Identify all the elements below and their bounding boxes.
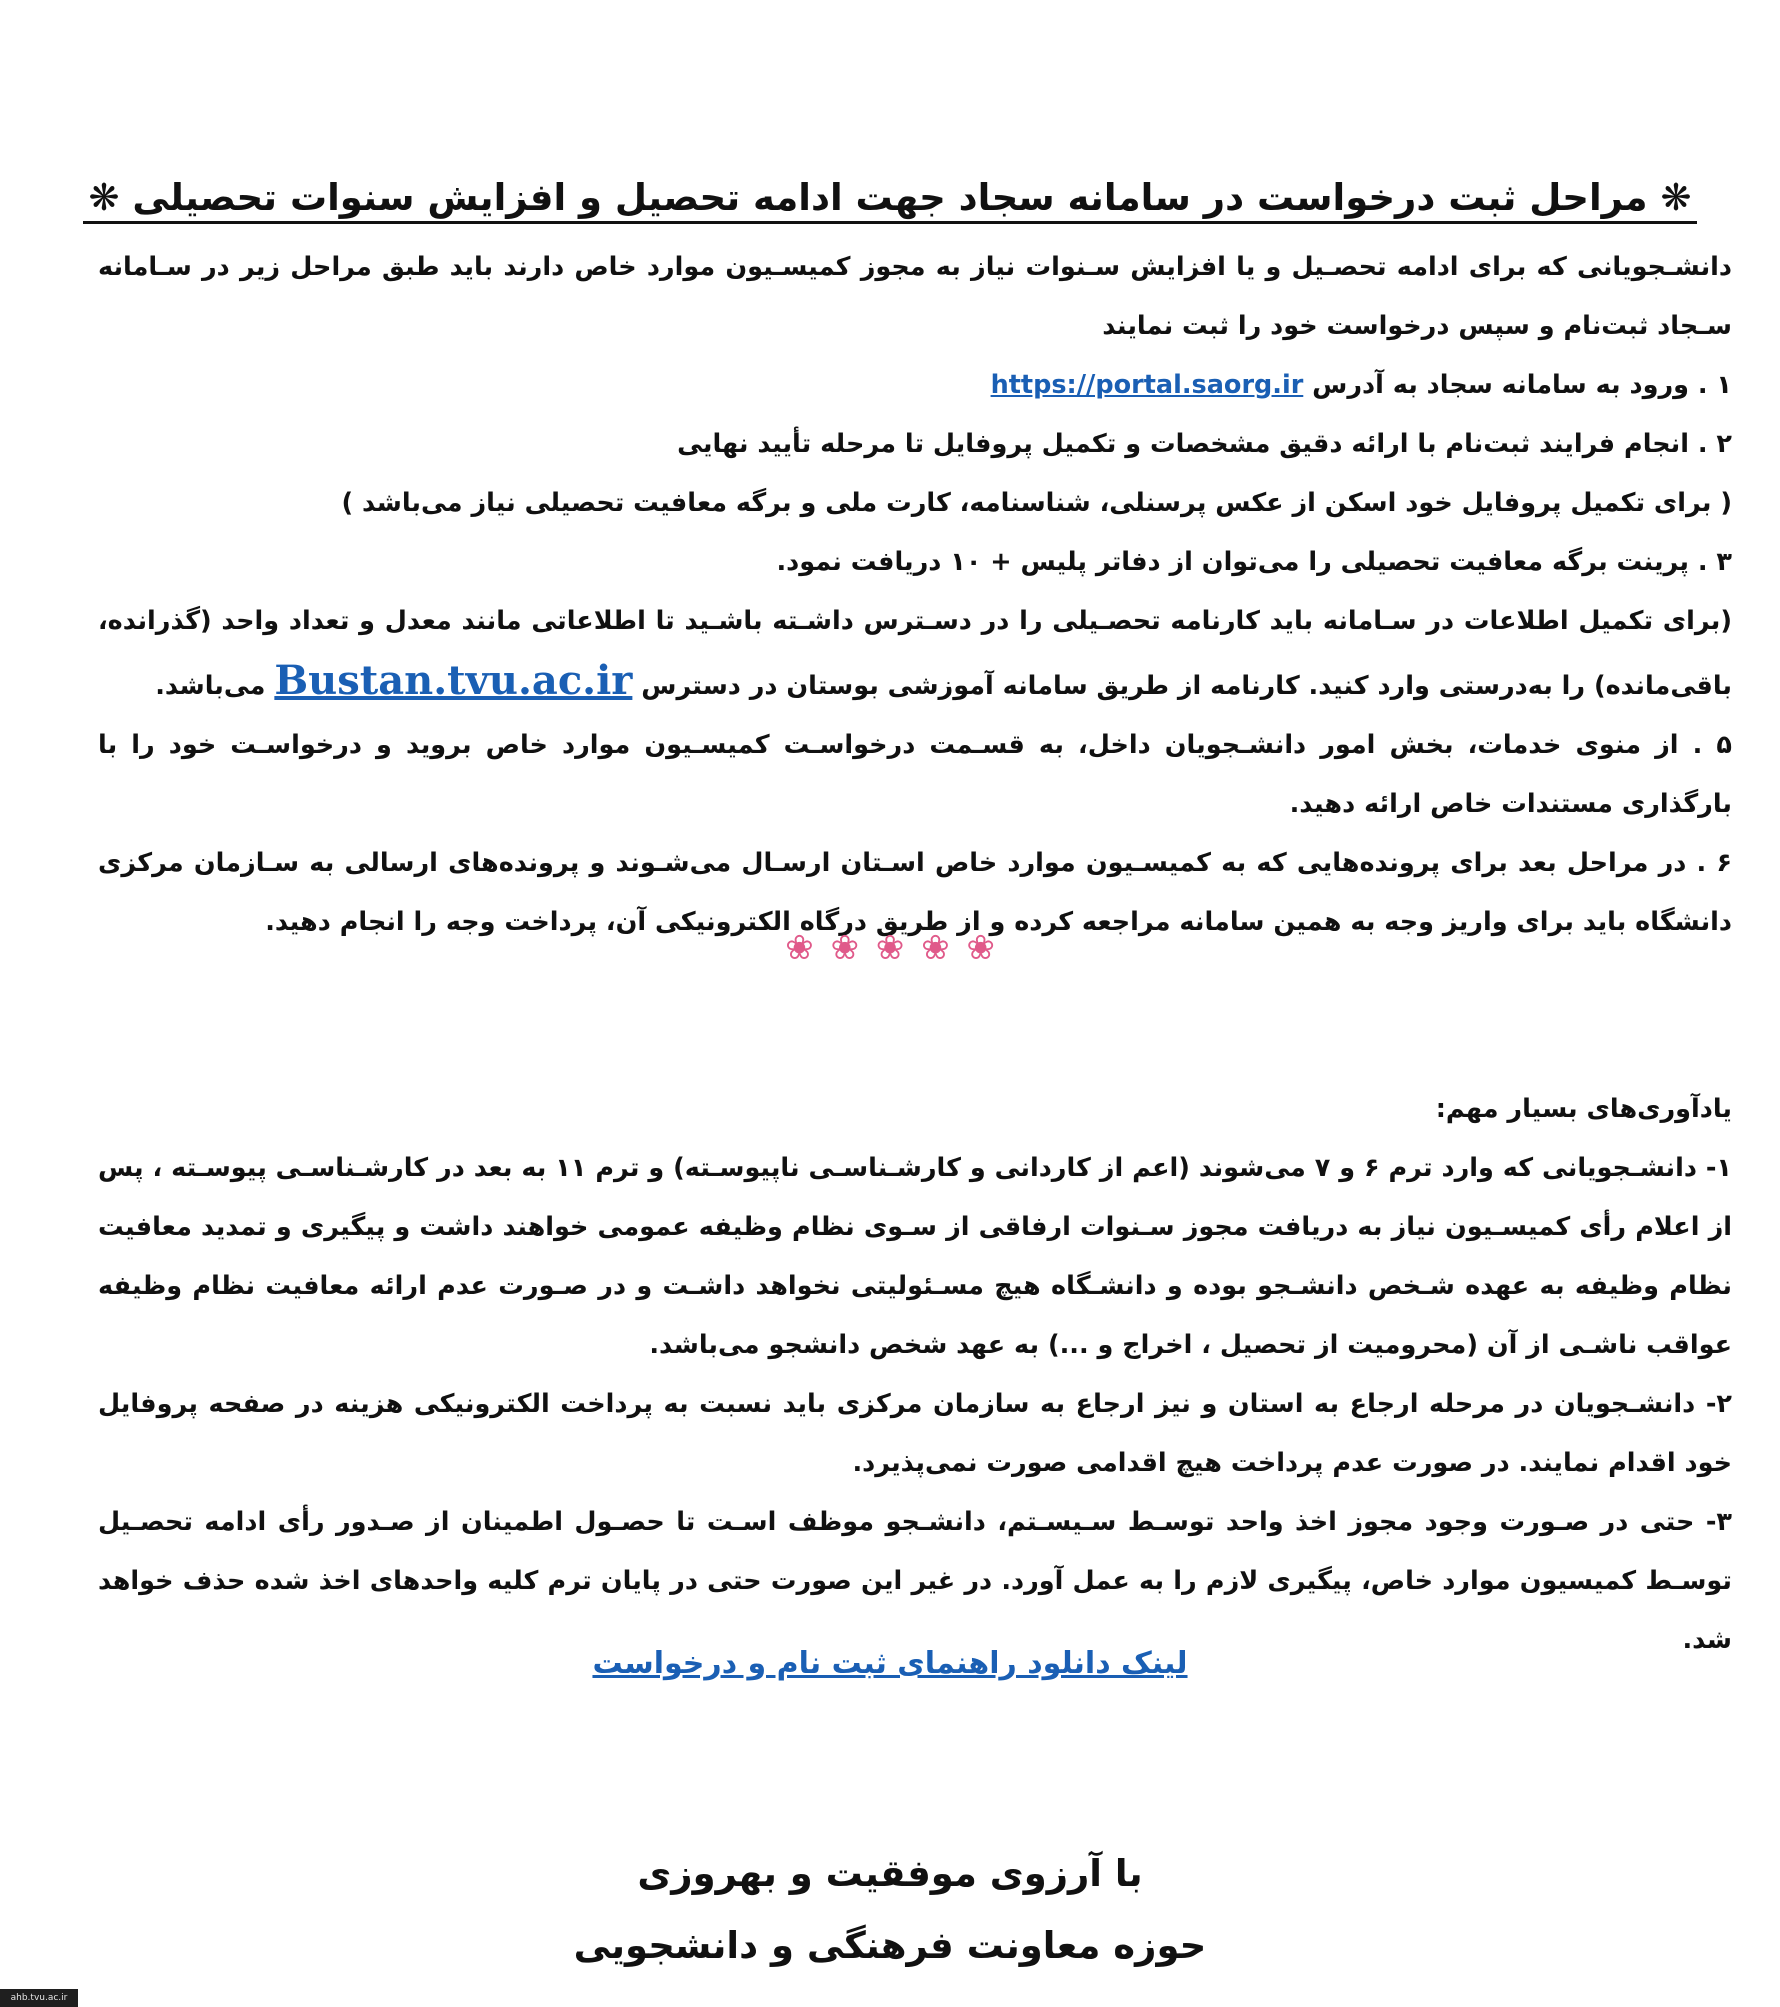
flower-icon: ❀ [966, 928, 995, 968]
flower-divider [0, 926, 1780, 970]
closing-signature: حوزه معاونت فرهنگی و دانشجویی [573, 1924, 1207, 1967]
download-section [0, 1640, 1780, 1688]
flower-icon: ❀ [785, 928, 814, 968]
step-4 [98, 592, 1732, 716]
intro-paragraph: دانشـجویانی که برای ادامه تحصـیل و یا افزایش سـنوات نیاز به مجوز کمیسـیون موارد خاص دارند باید طبق مراحل زیر در سـامانه سـجاد ثبت‌نام و سپس درخواست خود را ثبت نمایند [98, 252, 1732, 341]
download-guide-link[interactable]: لینک دانلود راهنمای ثبت نام و درخواست [592, 1646, 1188, 1681]
step-2-note: ( برای تکمیل پروفایل خود اسکن از عکس پرسنلی، شناسنامه، کارت ملی و برگه معافیت تحصیلی نیاز می‌باشد ) [341, 488, 1732, 518]
step-3: ۳ . پرینت برگه معافیت تحصیلی را می‌توان از دفاتر پلیس + ۱۰ دریافت نمود. [776, 547, 1732, 577]
corner-logo: ahb.tvu.ac.ir [0, 1989, 78, 2007]
page-title [0, 172, 1780, 224]
step-1-text: ۱ . ورود به سامانه سجاد به آدرس [1312, 370, 1732, 400]
closing-wish: با آرزوی موفقیت و بهروزی [637, 1852, 1143, 1895]
page-title-text: ❋ مراحل ثبت درخواست در سامانه سجاد جهت ادامه تحصیل و افزایش سنوات تحصیلی ❋ [83, 176, 1698, 224]
closing-section [0, 1838, 1780, 1982]
reminder-1: ۱- دانشـجویانی که وارد ترم ۶ و ۷ می‌شوند (اعم از کاردانی و کارشـناسـی ناپیوسـته) و ترم ۱۱ به بعد در کارشـناسـی پیوسـته ، پس از اعلام رأی کمیسـیون نیاز به دریافت مجوز سـنوات ارفاقی از سـوی نظام وظیفه عمومی خواهند داشت و پیگیری و تمدید معافیت نظام وظیفه به عهده شـخص دانشـجو بوده و دانشـگاه هیچ مسـئولیتی نخواهد داشـت و در صـورت عدم ارائه معافیت نظام وظیفه عواقب ناشـی از آن (محرومیت از تحصیل ، اخراج و ...) به عهد شخص دانشجو می‌باشد. [98, 1153, 1732, 1360]
step-1 [98, 356, 1732, 415]
bustan-link[interactable]: Bustan.tvu.ac.ir [274, 657, 633, 704]
step-4-text-b: می‌باشد. [155, 671, 266, 701]
reminders-heading: یادآوری‌های بسیار مهم: [1435, 1094, 1732, 1124]
step-5: ۵ . از منوی خدمات، بخش امور دانشـجویان داخل، به قسـمت درخواسـت کمیسـیون موارد خاص بروید و درخواسـت خود را با بارگذاری مستندات خاص ارائه دهید. [98, 730, 1732, 819]
step-4-text-a: (برای تکمیل اطلاعات در سـامانه باید کارنامه تحصـیلی را در دسـترس داشـته باشـید تا اطلاعاتی مانند معدل و تعداد واحد (گذرانده، باقی‌مانده) را به‌درستی وارد کنید. کارنامه از طریق سامانه آموزشی بوستان در دسترس [98, 606, 1732, 701]
sajad-portal-link[interactable]: https://portal.saorg.ir [990, 370, 1304, 400]
reminder-3: ۳- حتی در صـورت وجود مجوز اخذ واحد توسـط سـیسـتم، دانشـجو موظف اسـت تا حصـول اطمینان از صـدور رأی ادامه تحصـیل توسـط کمیسیون موارد خاص، پیگیری لازم را به عمل آورد. در غیر این صورت حتی در پایان ترم کلیه واحدهای اخذ شده حذف خواهد شد. [98, 1507, 1732, 1655]
flower-icon: ❀ [875, 928, 905, 968]
steps-section [98, 238, 1732, 952]
reminder-2: ۲- دانشـجویان در مرحله ارجاع به استان و نیز ارجاع به سازمان مرکزی باید نسبت به پرداخت الکترونیکی هزینه در صفحه پروفایل خود اقدام نمایند. در صورت عدم پرداخت هیچ اقدامی صورت نمی‌پذیرد. [98, 1389, 1732, 1478]
reminders-section [98, 1080, 1732, 1670]
flower-icon: ❀ [830, 928, 859, 968]
step-2: ۲ . انجام فرایند ثبت‌نام با ارائه دقیق مشخصات و تکمیل پروفایل تا مرحله تأیید نهایی [677, 429, 1732, 459]
step-6: ۶ . در مراحل بعد برای پرونده‌هایی که به کمیسـیون موارد خاص اسـتان ارسـال می‌شـوند و پرونده‌های ارسالی به سـازمان مرکزی دانشگاه باید برای واریز وجه به همین سامانه مراجعه کرده و از طریق درگاه الکترونیکی آن، پرداخت وجه را انجام دهید. [98, 848, 1732, 937]
flower-icon: ❀ [921, 928, 950, 968]
